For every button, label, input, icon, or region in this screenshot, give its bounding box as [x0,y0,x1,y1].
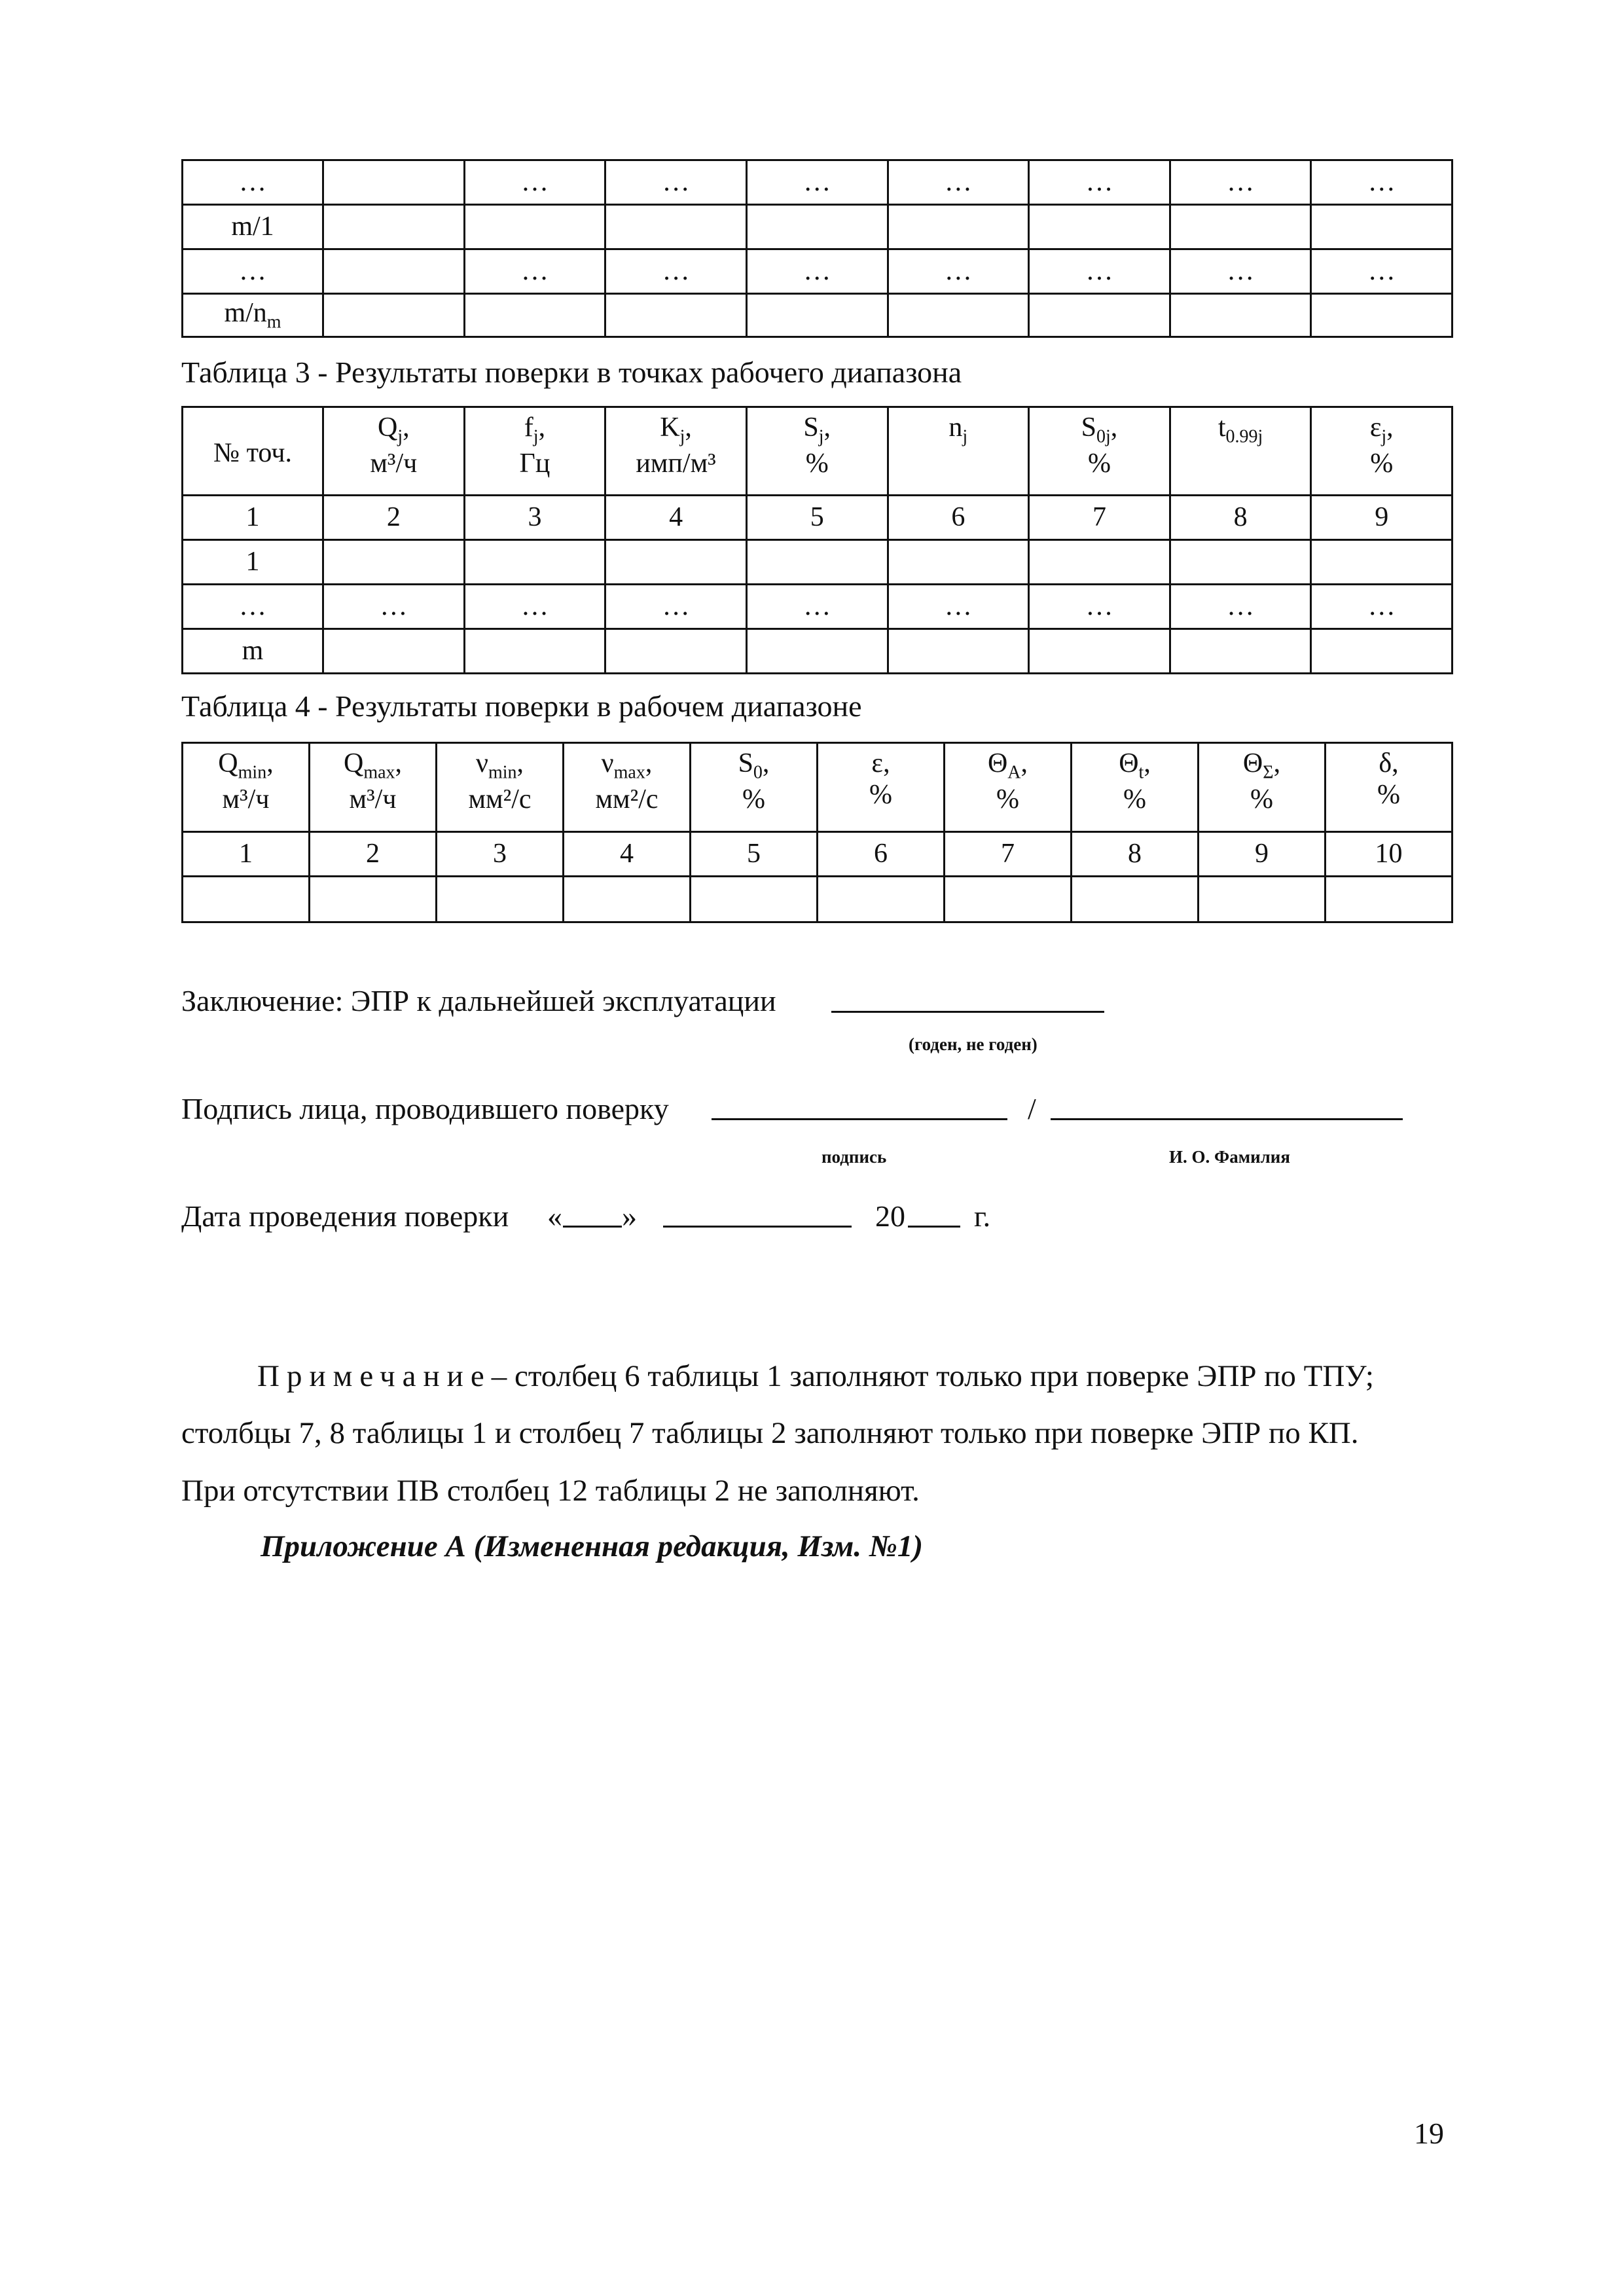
column-number-row [183,496,1453,540]
header-comma: , [266,748,274,778]
table-cell[interactable] [945,877,1072,922]
header-subscript: A [1007,762,1021,783]
header-main: Q [378,412,398,443]
date-close-quote: » [622,1199,637,1233]
table-cell[interactable] [818,877,945,922]
header-subscript: j [679,426,685,447]
header-symbol [437,744,562,784]
header-subscript: 0.99j [1225,426,1263,447]
header-unit: м³/ч [349,784,397,814]
table-cell[interactable] [464,205,605,249]
header-subscript: 0 [753,762,763,783]
table-cell[interactable] [464,540,605,585]
signature-hint: подпись [821,1147,887,1167]
header-main: Θ [1119,748,1139,778]
continuation-table [181,159,1453,338]
table-cell[interactable] [1311,540,1453,585]
header-comma: , [1386,412,1394,443]
table-cell[interactable] [605,205,747,249]
header-symbol [183,433,322,469]
header-subscript: max [363,762,395,783]
table-cell[interactable] [464,629,605,674]
table-cell[interactable] [1170,540,1311,585]
column-header [323,407,465,496]
note-line1 [257,1358,1374,1394]
header-symbol [691,744,816,784]
header-subscript: min [488,762,517,783]
note-line2: столбцы 7, 8 таблицы 1 и столбец 7 таблицы 2 заполняют только при поверке ЭПР по КП. [181,1416,1359,1450]
table4-caption: Таблица 4 - Результаты поверки в рабочем диапазоне [181,689,862,723]
date-open-quote: « [547,1199,562,1233]
column-number-row [183,832,1453,877]
table-cell[interactable] [746,294,888,337]
header-unit: % [1123,784,1146,814]
year-blank[interactable] [908,1226,960,1228]
table3 [181,406,1453,674]
header-unit: % [869,780,892,811]
table-cell[interactable] [437,877,564,922]
signature-slash: / [1028,1092,1036,1125]
table-cell[interactable] [888,629,1029,674]
header-main: ν [601,748,614,778]
note-line3: При отсутствии ПВ столбец 12 таблицы 2 не заполняют. [181,1474,920,1508]
column-number: 9 [1311,496,1453,540]
column-header [746,407,888,496]
column-header [1326,743,1453,832]
table-cell[interactable] [1170,294,1311,337]
table-cell[interactable] [1170,205,1311,249]
cell-main: m/n [224,298,267,329]
date-label: Дата проведения поверки [181,1199,509,1233]
header-subscript: max [613,762,645,783]
note-line1-text: – столбец 6 таблицы 1 заполняют только при поверке ЭПР по ТПУ; [491,1359,1374,1393]
header-subscript: j [962,426,968,447]
header-unit: м³/ч [370,448,418,479]
column-number: 6 [888,496,1029,540]
header-symbol [324,408,463,448]
table-cell[interactable] [605,540,747,585]
column-header [605,407,747,496]
column-number: 1 [183,496,323,540]
table-cell[interactable]: … [888,585,1029,629]
table-cell[interactable]: m [183,629,323,674]
header-symbol [1199,744,1324,784]
column-number: 3 [437,832,564,877]
table-cell[interactable] [1311,629,1453,674]
header-main: t [1218,412,1226,443]
table-row [183,205,1453,249]
table-cell[interactable]: … [1029,585,1170,629]
header-main: S [1081,412,1096,443]
table-cell[interactable] [1311,294,1453,337]
column-header [310,743,437,832]
column-header [1199,743,1326,832]
header-symbol [1030,408,1169,448]
day-blank[interactable] [563,1226,622,1228]
table-cell[interactable]: … [1170,249,1311,294]
header-comma: , [883,748,890,778]
table-row [183,540,1453,585]
column-header [1029,407,1170,496]
table-cell[interactable] [323,294,465,337]
header-comma: , [1110,412,1118,443]
header-main: S [738,748,753,778]
table-cell[interactable] [605,629,747,674]
header-comma: , [516,748,524,778]
column-header [1072,743,1199,832]
header-symbol [748,408,887,448]
signature-label: Подпись лица, проводившего поверку [181,1092,669,1125]
cell-subscript: m [266,312,281,333]
header-comma: , [1144,748,1151,778]
header-main: ν [475,748,488,778]
table-row [183,585,1453,629]
header-unit: % [1377,780,1400,811]
table-cell[interactable] [888,540,1029,585]
table-cell[interactable]: … [464,160,605,205]
header-main: № точ. [213,437,292,468]
header-comma: , [1392,748,1399,778]
column-number: 6 [818,832,945,877]
header-main: Θ [987,748,1008,778]
header-main: n [948,412,963,443]
column-header [888,407,1029,496]
table-cell[interactable] [1029,294,1170,337]
table-cell[interactable]: … [746,160,888,205]
header-comma: , [685,412,692,443]
table-cell[interactable] [323,249,465,294]
header-unit: мм²/с [595,784,659,814]
table-cell[interactable] [1170,629,1311,674]
name-blank[interactable] [1051,1118,1403,1120]
table-cell[interactable]: … [1311,585,1453,629]
header-subscript: t [1138,762,1144,783]
table-cell[interactable]: … [1170,585,1311,629]
header-unit: % [1250,784,1273,814]
table-cell[interactable] [464,294,605,337]
table-cell[interactable]: … [1029,249,1170,294]
column-number: 10 [1326,832,1453,877]
table-cell[interactable]: … [323,585,465,629]
table-cell[interactable]: … [183,249,323,294]
table-cell[interactable] [1072,877,1199,922]
table-cell[interactable]: … [605,585,747,629]
header-comma: , [762,748,770,778]
table-row [183,249,1453,294]
table-cell[interactable] [691,877,818,922]
table-cell[interactable] [1029,629,1170,674]
column-header [1170,407,1311,496]
header-symbol [1171,408,1310,448]
column-number: 7 [945,832,1072,877]
header-unit: м³/ч [222,784,270,814]
column-number: 8 [1170,496,1311,540]
header-comma: , [1020,748,1028,778]
header-subscript: Σ [1263,762,1274,783]
year-prefix: 20 [875,1199,905,1233]
header-row [183,743,1453,832]
header-comma: , [538,412,546,443]
table-cell[interactable] [1029,540,1170,585]
header-unit: имп/м³ [636,448,716,479]
column-number: 4 [564,832,691,877]
table-cell[interactable] [310,877,437,922]
note-lead: Примечание [257,1359,492,1393]
column-number: 5 [746,496,888,540]
header-unit: % [805,448,829,479]
header-symbol [606,408,746,448]
column-header [564,743,691,832]
table-cell[interactable] [323,205,465,249]
table-cell[interactable] [183,877,310,922]
table3-caption: Таблица 3 - Результаты поверки в точках рабочего диапазона [181,355,962,389]
header-row [183,407,1453,496]
year-suffix: г. [974,1199,991,1233]
column-number: 2 [323,496,465,540]
header-unit: % [1087,448,1111,479]
table-row [183,877,1453,922]
header-main: δ [1379,748,1392,778]
header-subscript: 0j [1096,426,1111,447]
header-subscript: min [238,762,267,783]
table-cell[interactable]: … [1311,160,1453,205]
header-main: K [660,412,680,443]
table-cell[interactable] [605,294,747,337]
header-comma: , [1273,748,1281,778]
header-main: S [803,412,819,443]
table-cell[interactable]: … [1029,160,1170,205]
column-header [945,743,1072,832]
table-row [183,294,1453,337]
header-symbol [1072,744,1197,784]
signature-blank[interactable] [712,1118,1007,1120]
table4 [181,742,1453,923]
table-cell[interactable]: … [605,160,747,205]
table-cell[interactable]: … [888,249,1029,294]
header-main: Θ [1242,748,1263,778]
table-cell[interactable] [1199,877,1326,922]
header-symbol [564,744,689,784]
header-subscript: j [533,426,539,447]
table-cell[interactable]: … [746,249,888,294]
table-cell[interactable] [1029,205,1170,249]
conclusion-hint: (годен, не годен) [909,1034,1038,1054]
table-cell[interactable] [323,540,465,585]
name-hint: И. О. Фамилия [1169,1147,1290,1167]
header-subscript: j [818,426,824,447]
header-symbol [889,408,1028,448]
header-unit: Гц [519,448,550,479]
table-cell[interactable]: 1 [183,540,323,585]
table-cell[interactable] [888,294,1029,337]
table-row [183,160,1453,205]
table-cell[interactable] [888,205,1029,249]
column-header [183,407,323,496]
table-cell[interactable]: … [1170,160,1311,205]
conclusion-blank[interactable] [831,1011,1104,1013]
header-unit: % [742,784,765,814]
header-subscript: j [1381,426,1387,447]
header-symbol [310,744,435,784]
table-cell[interactable] [323,160,465,205]
header-symbol [945,744,1070,784]
column-number: 9 [1199,832,1326,877]
header-symbol [1326,744,1451,779]
header-main: f [524,412,533,443]
header-comma: , [395,748,403,778]
header-unit: мм²/с [468,784,532,814]
header-main: ε [871,748,884,778]
table-cell[interactable] [1326,877,1453,922]
header-symbol [1312,408,1451,448]
column-header [691,743,818,832]
column-number: 1 [183,832,310,877]
header-comma: , [403,412,410,443]
header-main: Q [343,748,364,778]
header-symbol [818,744,943,779]
table-cell[interactable] [564,877,691,922]
column-number: 2 [310,832,437,877]
column-number: 7 [1029,496,1170,540]
table-cell[interactable]: … [464,585,605,629]
table-cell[interactable]: … [746,585,888,629]
month-blank[interactable] [663,1226,852,1228]
table-cell[interactable] [1311,205,1453,249]
table-row [183,629,1453,674]
column-header [464,407,605,496]
header-unit: % [1370,448,1394,479]
table-cell[interactable]: … [183,585,323,629]
table-cell[interactable]: m/1 [183,205,323,249]
table-cell[interactable] [746,540,888,585]
header-subscript: j [397,426,403,447]
table-cell[interactable]: … [605,249,747,294]
header-main: ε [1369,412,1382,443]
column-header [818,743,945,832]
column-header [183,743,310,832]
column-number: 5 [691,832,818,877]
header-comma: , [645,748,653,778]
table-cell[interactable] [183,294,323,337]
column-number: 8 [1072,832,1199,877]
table-cell[interactable]: … [464,249,605,294]
table-cell[interactable]: … [183,160,323,205]
header-symbol [183,744,308,784]
table-cell[interactable] [746,205,888,249]
conclusion-label: Заключение: ЭПР к дальнейшей эксплуатации [181,984,776,1017]
header-symbol [465,408,605,448]
appendix-reference: Приложение А (Измененная редакция, Изм. №1) [261,1529,924,1563]
table-cell[interactable] [746,629,888,674]
page-number: 19 [1414,2117,1444,2150]
column-header [1311,407,1453,496]
table-cell[interactable]: … [1311,249,1453,294]
table-cell[interactable]: … [888,160,1029,205]
column-number: 3 [464,496,605,540]
column-header [437,743,564,832]
header-unit: % [996,784,1019,814]
column-number: 4 [605,496,747,540]
table-cell[interactable] [323,629,465,674]
header-comma: , [823,412,831,443]
header-main: Q [218,748,238,778]
